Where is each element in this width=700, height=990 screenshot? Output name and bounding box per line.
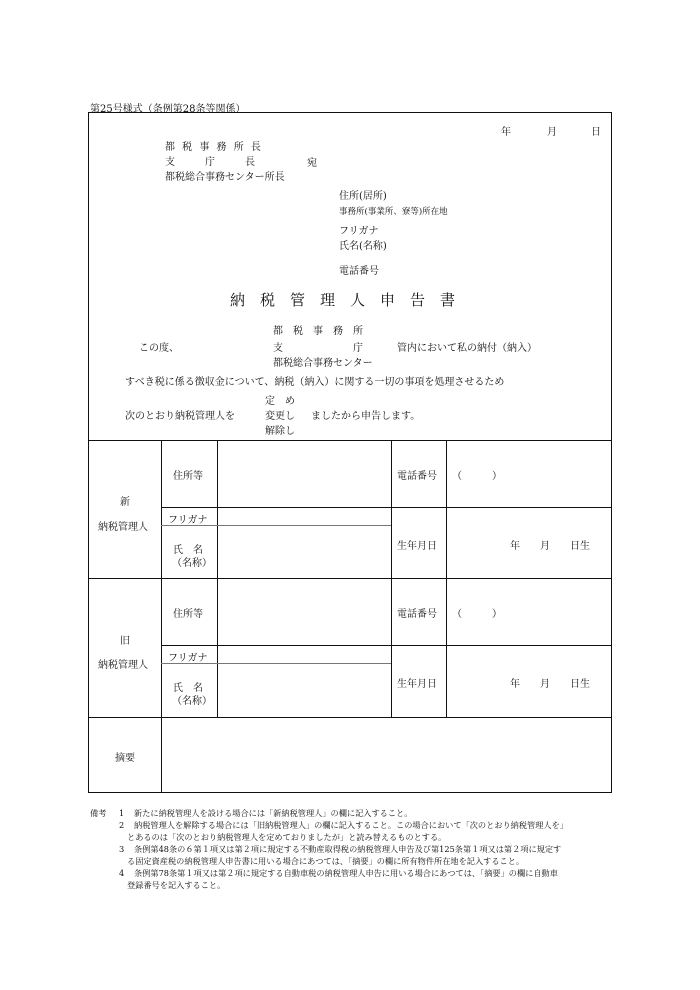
applicant-address-label: 住所(居所): [339, 191, 387, 202]
new-phone-label: 電話番号: [397, 471, 437, 482]
action-option-define: 定 め: [265, 396, 295, 407]
form-number: 第25号様式（条例第28条等関係）: [90, 104, 246, 115]
old-name-field[interactable]: [218, 664, 390, 716]
new-section-label-1: 新: [120, 497, 130, 508]
new-address-field[interactable]: [218, 441, 390, 506]
note-3-line-1: 条例第48条の６第１項又は第２項に規定する不動産取得税の納税管理人申告及び第125条第１項又は第２項に規定す: [134, 844, 562, 854]
date-day-label: 日: [591, 127, 601, 138]
applicant-phone-label: 電話番号: [339, 266, 379, 277]
new-phone-field[interactable]: [447, 441, 611, 506]
new-name-label-2: （名称）: [172, 558, 212, 569]
new-furigana-field[interactable]: [218, 508, 390, 524]
applicant-office-label: 事務所(事業所、寮等)所在地: [339, 207, 448, 217]
old-phone-paren: （ ）: [452, 609, 502, 620]
note-4-line-2: 登録番号を記入すること。: [127, 880, 226, 890]
applicant-furigana-label: フリガナ: [339, 226, 379, 237]
old-address-label: 住所等: [173, 609, 203, 620]
office-option-tax-office: 都 税 事 務 所: [273, 326, 363, 337]
summary-label: 摘要: [115, 753, 135, 764]
action-option-cancel: 解除し: [265, 426, 295, 437]
date-month-label: 月: [547, 127, 557, 138]
old-birth-field[interactable]: [447, 646, 611, 716]
new-address-label: 住所等: [173, 471, 203, 482]
body-lead: この度、: [139, 343, 179, 354]
new-phone-paren: （ ）: [452, 471, 502, 482]
note-2-line-1: 納税管理人を解除する場合には「旧納税管理人」の欄に記入すること。この場合において「次のとおり納税管理人を」: [134, 820, 568, 830]
new-section-label-2: 納税管理人: [98, 522, 148, 533]
applicant-name-label: 氏名(名称): [339, 241, 387, 252]
old-furigana-label: フリガナ: [168, 653, 208, 664]
note-1-line-1: 新たに納税管理人を設ける場合には「新納税管理人」の欄に記入すること。: [134, 808, 413, 818]
old-value-divider: [391, 578, 392, 717]
body-line-2: すべき税に係る徴収金について、納税（納入）に関する一切の事項を処理させるため: [125, 377, 505, 388]
notes-heading: 備考: [90, 808, 107, 818]
note-3-line-2: る固定資産税の納税管理人申告書に用いる場合にあつては、「摘要」の欄に所有物件所在地を記入すること。: [127, 856, 525, 866]
old-birth-value: 年 月 日生: [510, 679, 590, 690]
new-birth-field[interactable]: [447, 508, 611, 577]
new-name-label-1: 氏 名: [173, 545, 203, 556]
date-year-label: 年: [501, 127, 511, 138]
old-section-label-1: 旧: [120, 636, 130, 647]
body-suffix-1: 管内において私の納付（納入）: [397, 343, 537, 354]
body-line-3-prefix: 次のとおり納税管理人を: [125, 411, 235, 422]
note-1-number: 1: [119, 808, 125, 818]
old-section-label-2: 納税管理人: [98, 660, 148, 671]
form-title: 納税管理人申告書: [230, 291, 471, 309]
action-option-change: 変更し: [265, 411, 295, 422]
office-option-branch: 支 庁: [273, 343, 363, 354]
honorific: 宛: [307, 158, 317, 169]
new-birth-label: 生年月日: [397, 541, 437, 552]
new-birth-value: 年 月 日生: [510, 541, 590, 552]
addressee-branch: 支 庁 長: [165, 157, 255, 168]
office-option-center: 都税総合事務センター: [273, 358, 373, 369]
old-birth-label: 生年月日: [397, 679, 437, 690]
new-furigana-label: フリガナ: [168, 515, 208, 526]
body-line-3-suffix: ましたから申告します。: [311, 411, 421, 422]
old-phone-field[interactable]: [447, 579, 611, 644]
note-3-number: 3: [119, 844, 125, 854]
note-2-line-2: とあるのは「次のとおり納税管理人を定めておりましたが」と読み替えるものとする。: [127, 832, 447, 842]
old-address-field[interactable]: [218, 579, 390, 644]
old-name-label-2: （名称）: [172, 696, 212, 707]
note-4-number: 4: [119, 868, 125, 878]
new-value-divider: [391, 440, 392, 578]
old-furigana-field[interactable]: [218, 646, 390, 662]
addressee-center: 都税総合事務センター所長: [165, 172, 285, 183]
new-name-field[interactable]: [218, 526, 390, 577]
summary-field[interactable]: [162, 718, 611, 792]
old-phone-label: 電話番号: [397, 609, 437, 620]
old-name-label-1: 氏 名: [173, 683, 203, 694]
note-2-number: 2: [119, 820, 125, 830]
addressee-tax-office: 都 税 事 務 所 長: [165, 142, 263, 153]
note-4-line-1: 条例第78条第１項又は第２項に規定する自動車税の納税管理人申告に用いる場合にあつては、「摘要」の欄に自動車: [134, 868, 558, 878]
